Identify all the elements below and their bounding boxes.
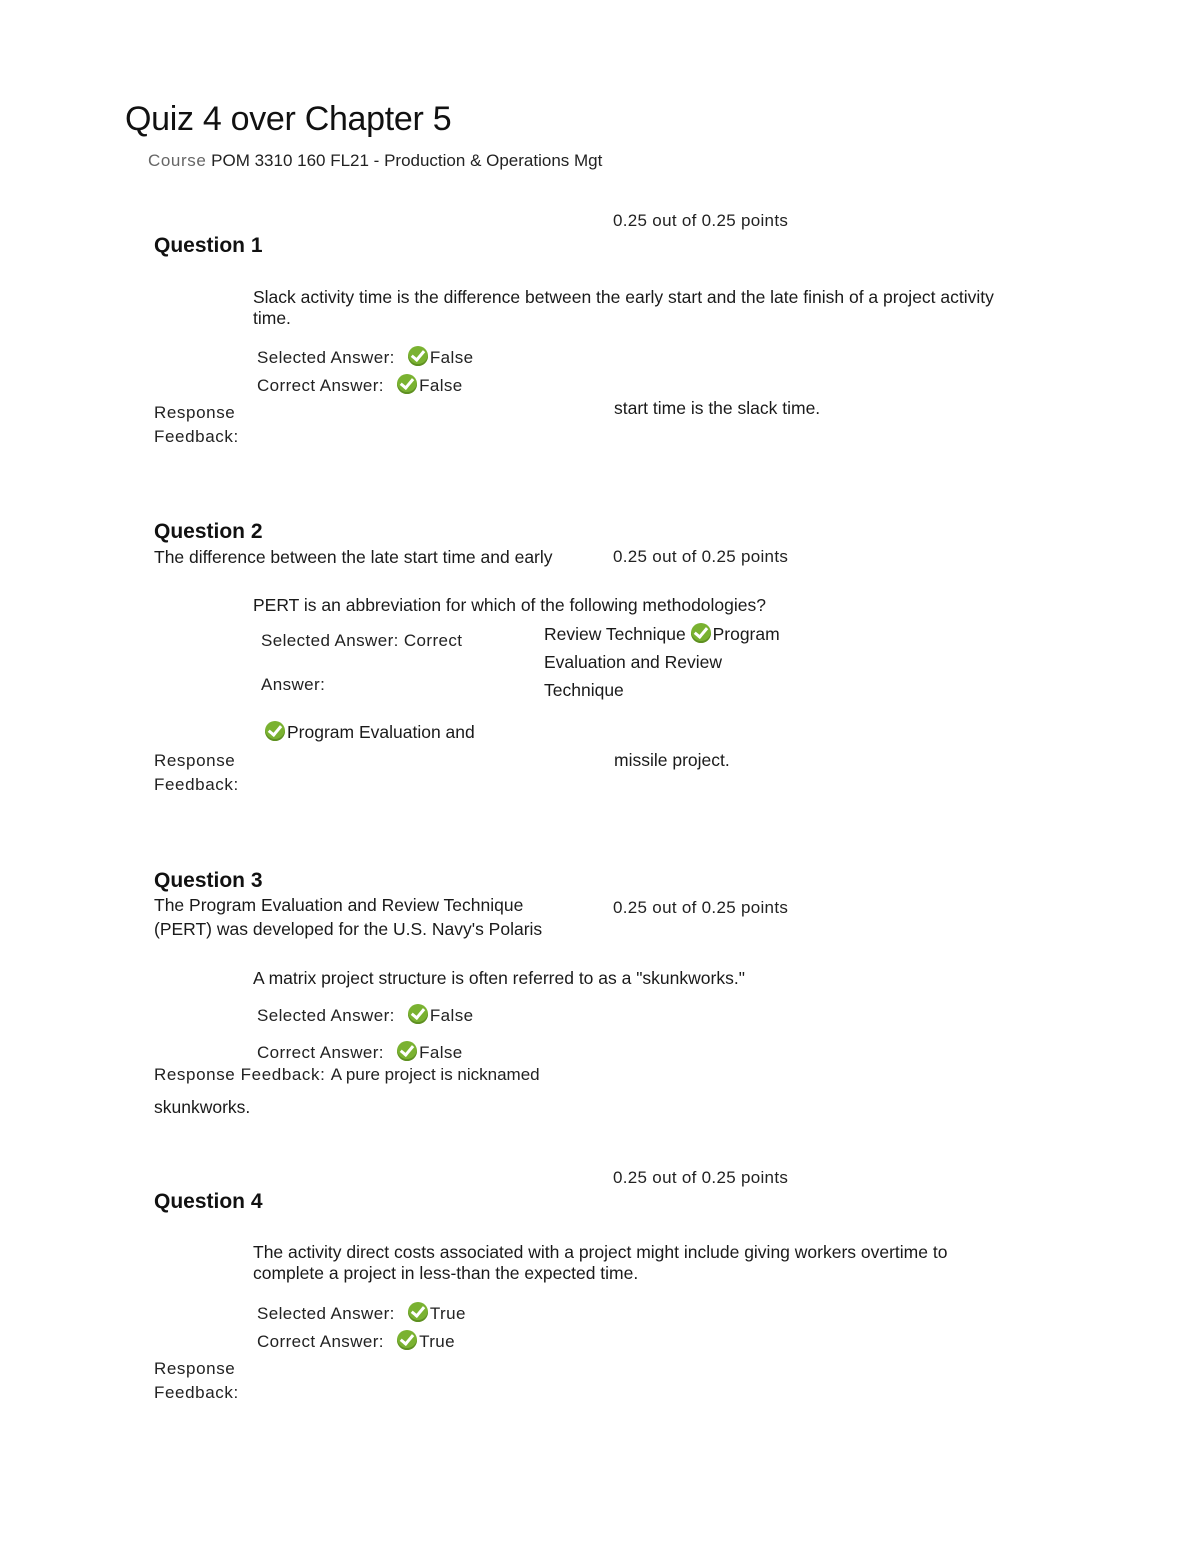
correct-answer-value: False xyxy=(419,376,463,395)
q3-text: A matrix project structure is often referred to as a "skunkworks." xyxy=(253,968,745,988)
q4-heading: Question 4 xyxy=(154,1190,263,1213)
check-circle-icon xyxy=(408,1302,428,1322)
check-circle-icon xyxy=(265,721,285,741)
feedback-label-line2: Feedback: xyxy=(154,427,239,446)
q2-feedback-text: missile project. xyxy=(614,750,730,770)
q4-selected-answer xyxy=(257,1302,466,1324)
q1-points: 0.25 out of 0.25 points xyxy=(613,211,789,230)
correct-answer-label: Correct Answer: xyxy=(257,376,384,395)
q3-carryover-line2: (PERT) was developed for the U.S. Navy's Polaris xyxy=(154,919,543,939)
q1-text xyxy=(253,287,994,329)
q4-feedback-label xyxy=(154,1357,239,1405)
q3-points: 0.25 out of 0.25 points xyxy=(613,898,789,917)
q2-heading: Question 2 xyxy=(154,520,263,543)
q2-left-answer xyxy=(265,718,475,746)
q2-feedback-label xyxy=(154,749,239,797)
course-info xyxy=(148,151,602,171)
feedback-label-line2: Feedback: xyxy=(154,775,239,794)
q3-carryover-line1: The Program Evaluation and Review Technique xyxy=(154,895,524,915)
q3-carryover xyxy=(154,893,542,941)
q3-feedback xyxy=(154,1063,540,1087)
q1-text-line2: time. xyxy=(253,308,291,328)
q1-correct-answer xyxy=(257,374,463,396)
q2-answer-label: Answer: xyxy=(261,675,326,694)
check-circle-icon xyxy=(397,1041,417,1061)
q1-heading: Question 1 xyxy=(154,234,263,257)
q2-right-answer xyxy=(544,620,780,704)
q3-selected-answer xyxy=(257,1004,473,1026)
q2-carryover: The difference between the late start time and early xyxy=(154,547,553,567)
selected-answer-label: Selected Answer: xyxy=(257,1006,395,1025)
q4-correct-answer xyxy=(257,1330,455,1352)
q1-feedback-label xyxy=(154,401,239,449)
feedback-label-line1: Response xyxy=(154,403,236,422)
selected-answer-value: False xyxy=(429,1006,474,1025)
q2-left-answer-text: Program Evaluation and xyxy=(287,722,475,742)
correct-answer-value: True xyxy=(419,1332,455,1351)
selected-answer-label: Selected Answer: xyxy=(257,1304,395,1323)
q1-feedback-text: start time is the slack time. xyxy=(614,398,821,418)
feedback-label-line2: Feedback: xyxy=(154,1383,239,1402)
check-circle-icon xyxy=(408,1004,428,1024)
correct-answer-value: False xyxy=(419,1043,463,1062)
feedback-label-line1: Response xyxy=(154,751,236,770)
q2-selected-label: Selected Answer: Correct xyxy=(261,631,463,650)
selected-answer-label: Selected Answer: xyxy=(257,348,395,367)
course-value: POM 3310 160 FL21 - Production & Operations Mgt xyxy=(211,151,603,170)
feedback-label-line1: Response xyxy=(154,1359,236,1378)
q3-heading: Question 3 xyxy=(154,869,263,892)
q2-right-line1b: Program xyxy=(712,624,780,644)
check-circle-icon xyxy=(397,1330,417,1350)
q3-correct-answer xyxy=(257,1041,463,1063)
q1-text-line1: Slack activity time is the difference between the early start and the late finish of a project activity xyxy=(253,287,994,307)
q4-text-line2: complete a project in less-than the expected time. xyxy=(253,1263,639,1283)
selected-answer-value: True xyxy=(429,1304,466,1323)
page-title: Quiz 4 over Chapter 5 xyxy=(125,100,452,138)
q2-text: PERT is an abbreviation for which of the following methodologies? xyxy=(253,595,766,615)
check-circle-icon xyxy=(691,623,711,643)
check-circle-icon xyxy=(408,346,428,366)
q4-text-line1: The activity direct costs associated with a project might include giving workers overtime to xyxy=(253,1242,948,1262)
course-label: Course xyxy=(148,151,207,170)
feedback-text: A pure project is nicknamed xyxy=(330,1065,540,1084)
check-circle-icon xyxy=(397,374,417,394)
q3-feedback-text2: skunkworks. xyxy=(154,1097,251,1117)
correct-answer-label: Correct Answer: xyxy=(257,1332,384,1351)
q2-right-line3: Technique xyxy=(544,680,624,700)
q4-points: 0.25 out of 0.25 points xyxy=(613,1168,789,1187)
q2-right-line1: Review Technique xyxy=(544,624,686,644)
q2-points: 0.25 out of 0.25 points xyxy=(613,547,789,566)
correct-answer-label: Correct Answer: xyxy=(257,1043,384,1062)
feedback-label: Response Feedback: xyxy=(154,1065,326,1084)
selected-answer-value: False xyxy=(429,348,474,367)
q4-text xyxy=(253,1242,947,1284)
q1-selected-answer xyxy=(257,346,473,368)
q2-right-line2: Evaluation and Review xyxy=(544,652,723,672)
